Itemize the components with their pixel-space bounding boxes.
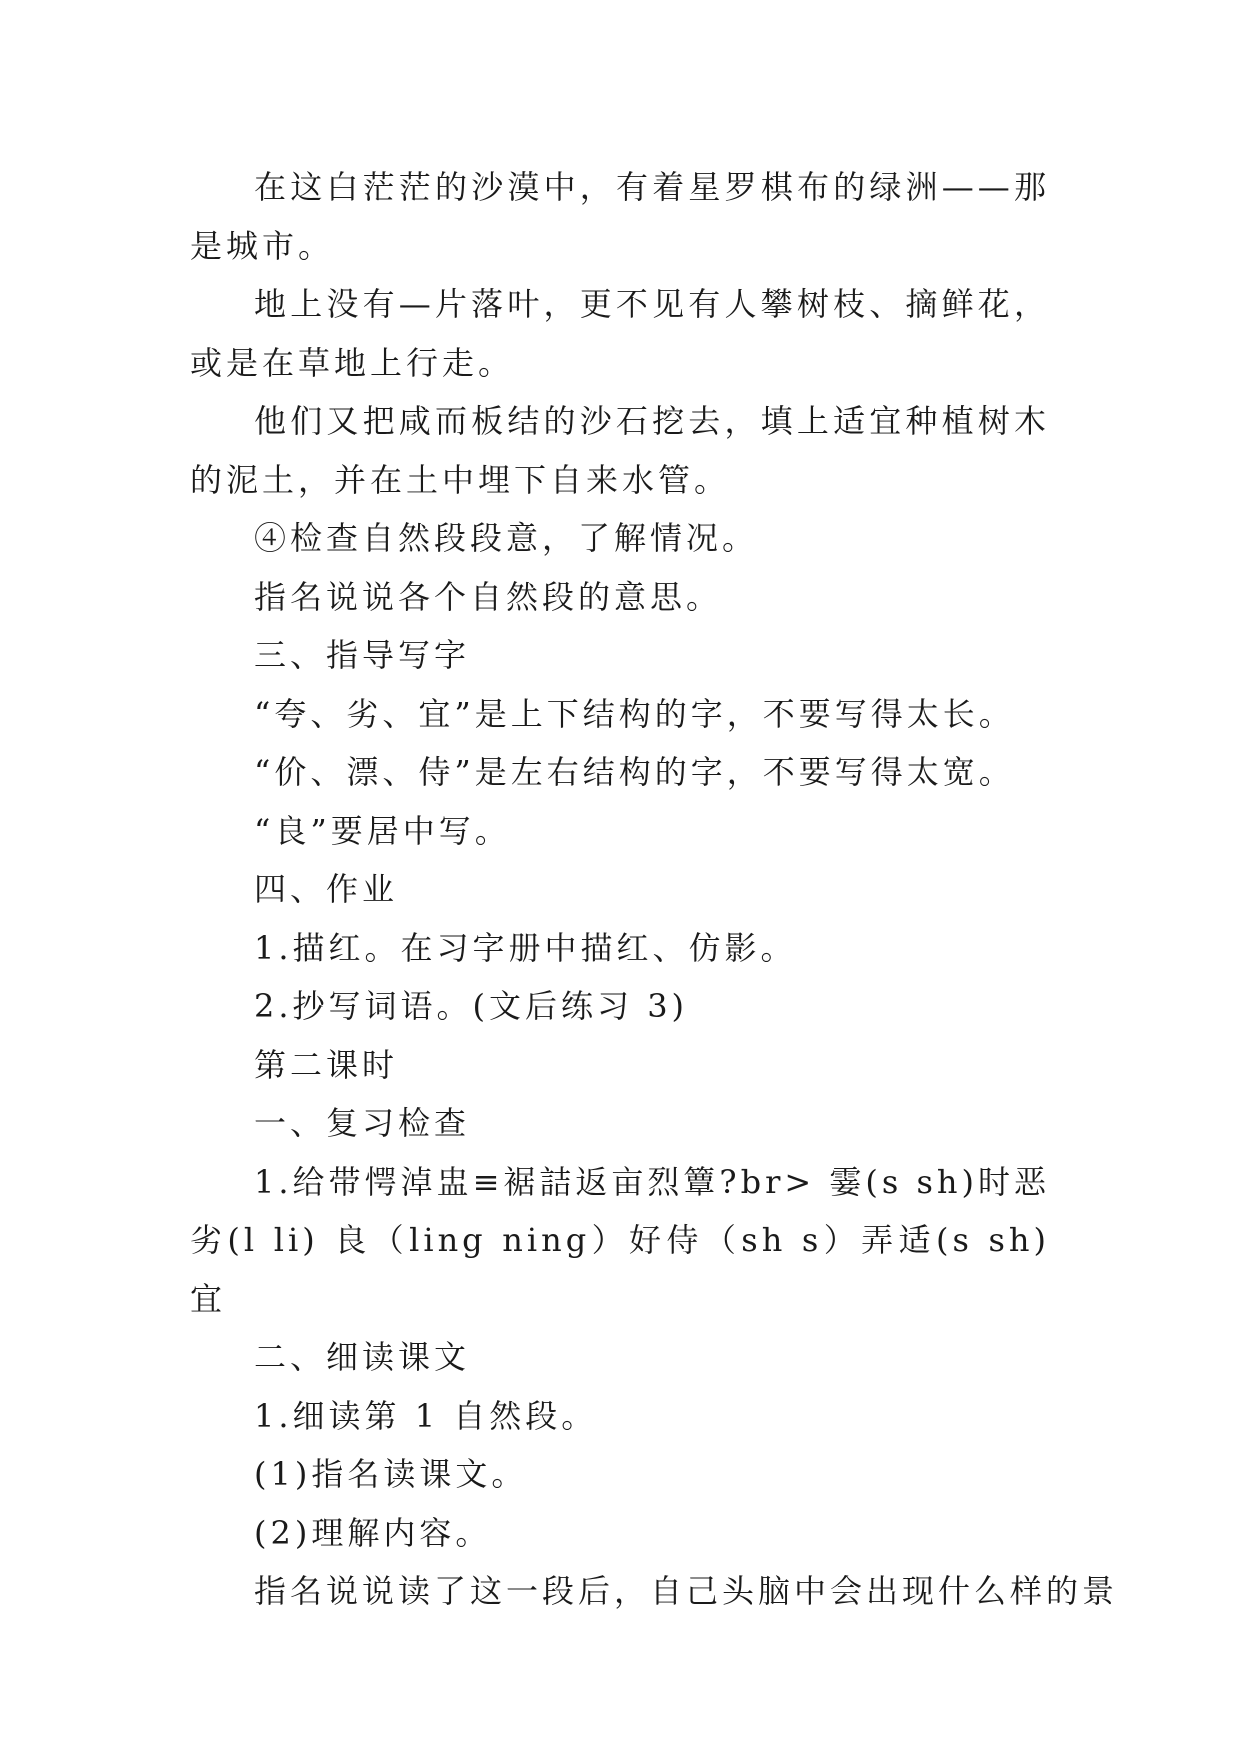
paragraph-pronunciation-review: 1.给带愕淖盅≡裾詰返亩烈簟?br> 霎(s sh)时恶劣(l li) 良（ling ning）好侍（sh s）弄适(s sh)宜: [190, 1162, 1050, 1318]
paragraph-imagine-scene: 指名说说读了这一段后，自己头脑中会出现什么样的景: [254, 1572, 1119, 1610]
homework-item-2: 2.抄写词语。(文后练习 3): [254, 987, 689, 1025]
section-heading-close-reading: 二、细读课文: [254, 1338, 471, 1376]
section-heading-review: 一、复习检查: [254, 1104, 471, 1142]
document-page: [190, 158, 1119, 1621]
paragraph-oasis-city: 在这白茫茫的沙漠中，有着星罗棋布的绿洲——那是城市。: [190, 168, 1050, 265]
paragraph-read-section-1: 1.细读第 1 自然段。: [254, 1396, 598, 1435]
section-heading-writing: 三、指导写字: [254, 636, 471, 674]
paragraph-top-bottom-structure: “夸、劣、宜”是上下结构的字，不要写得太长。: [254, 694, 1015, 733]
section-heading-homework: 四、作业: [254, 870, 399, 908]
paragraph-center-character: “良”要居中写。: [254, 811, 511, 850]
paragraph-soil-and-pipes: 他们又把咸而板结的沙石挖去，填上适宜种植树木的泥土，并在土中埋下自来水管。: [190, 402, 1050, 499]
paragraph-check-meaning: ④检查自然段段意，了解情况。: [254, 519, 759, 557]
paragraph-no-fallen-leaves: 地上没有—片落叶，更不见有人攀树枝、摘鲜花，或是在草地上行走。: [190, 285, 1050, 382]
step-read-aloud: (1)指名读课文。: [254, 1455, 528, 1493]
lesson-heading-second: 第二课时: [254, 1045, 399, 1084]
step-understand-content: (2)理解内容。: [254, 1513, 492, 1552]
homework-item-1: 1.描红。在习字册中描红、仿影。: [254, 928, 797, 967]
paragraph-left-right-structure: “价、漂、侍”是左右结构的字，不要写得太宽。: [254, 753, 1015, 791]
paragraph-name-meanings: 指名说说各个自然段的意思。: [254, 577, 723, 616]
